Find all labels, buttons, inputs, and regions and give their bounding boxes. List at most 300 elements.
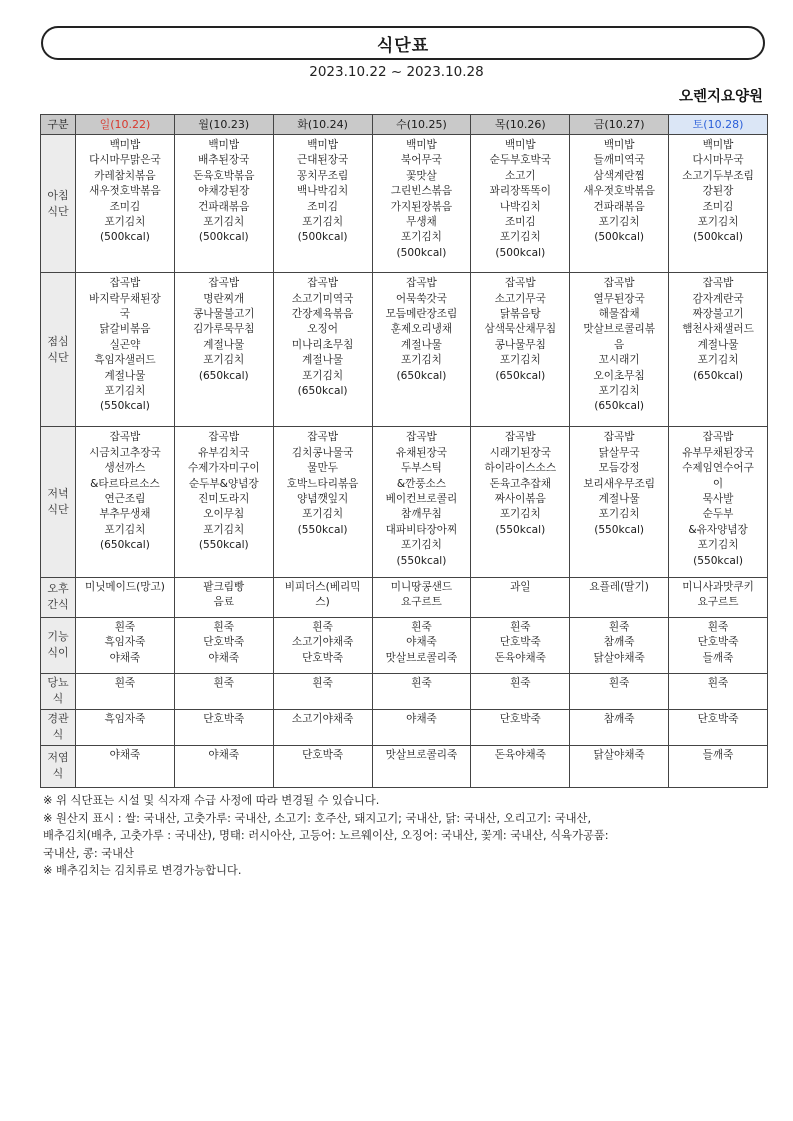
- cell-breakfast-tue: [273, 135, 372, 273]
- menu-item: 잡곡밥: [109, 431, 141, 444]
- day-header-row: [41, 115, 768, 135]
- menu-item: 백미밥: [406, 139, 437, 151]
- menu-item: 흰죽: [114, 620, 136, 633]
- menu-item: 비피더스(베리믹: [284, 580, 361, 593]
- cell-tube-feeding-mon: [174, 709, 273, 745]
- menu-item: 백미밥: [603, 139, 635, 151]
- cell-functional-diet-thu: [471, 617, 570, 673]
- menu-item: 포기김치: [499, 508, 541, 521]
- menu-item: (550kcal): [495, 523, 546, 536]
- cell-functional-diet-sun: [76, 617, 175, 673]
- menu-item: 단호박죽: [499, 712, 541, 725]
- menu-item: 참깨죽: [603, 712, 635, 725]
- menu-item: (500kcal): [396, 246, 447, 259]
- cell-tube-feeding-sat: [669, 709, 768, 745]
- menu-item: 유채된장국: [395, 446, 448, 459]
- menu-item: 단호박죽: [203, 712, 245, 725]
- menu-item: 잡곡밥: [307, 431, 338, 444]
- menu-item: 꽃맛살: [406, 169, 437, 182]
- menu-item: 포기김치: [203, 216, 245, 229]
- menu-item: 소고기야채죽: [291, 636, 354, 649]
- menu-item: (550kcal): [693, 554, 743, 567]
- cell-lunch-wed: [372, 273, 471, 427]
- row-label-tube-feeding: 경관 식: [41, 709, 76, 745]
- cell-diabetic-diet-thu: [471, 673, 570, 709]
- menu-item: 햄천사채샐러드: [682, 323, 754, 336]
- menu-item: 어묵쑥갓국: [395, 292, 448, 305]
- menu-item: 포기김치: [302, 508, 344, 521]
- menu-item: 과일: [510, 580, 531, 593]
- menu-item: 소고기두부조림: [682, 169, 754, 182]
- cell-diabetic-diet-sun: [76, 673, 175, 709]
- menu-item: 명란찌개: [203, 292, 245, 305]
- menu-item: 물만두: [307, 462, 338, 475]
- menu-item: 짜장불고기: [692, 308, 744, 321]
- menu-item: 흰죽: [114, 676, 136, 689]
- cell-lunch-fri: [570, 273, 669, 427]
- cell-dinner-fri: [570, 427, 669, 577]
- menu-item: 배추된장국: [198, 154, 250, 167]
- row-label-dinner: 저녁 식단: [41, 427, 76, 577]
- menu-item: 감자계란국: [692, 292, 744, 305]
- menu-item: 계절나물: [104, 369, 146, 382]
- menu-item: 단호박죽: [203, 636, 245, 649]
- menu-item: 미나리초무침: [291, 338, 354, 351]
- menu-item: 계절나물: [697, 338, 739, 351]
- menu-item: 훈제오리냉채: [390, 323, 453, 336]
- menu-item: 야채강된장: [198, 185, 250, 198]
- menu-item: 닭갈비볶음: [99, 323, 151, 336]
- menu-item: 무생채: [406, 216, 437, 229]
- menu-item: 포기김치: [697, 539, 739, 552]
- corner-label: 구분: [41, 115, 76, 135]
- menu-item: 포기김치: [302, 369, 344, 382]
- date-range: 2023.10.22 ~ 2023.10.28: [309, 64, 484, 80]
- menu-item: 백나박김치: [297, 185, 349, 198]
- menu-item: 북어무국: [400, 154, 442, 167]
- menu-item: 나박김치: [499, 200, 541, 213]
- menu-item: (550kcal): [594, 523, 645, 536]
- menu-item: 백미밥: [504, 139, 536, 151]
- menu-item: 실곤약: [109, 338, 141, 351]
- menu-item: (650kcal): [297, 385, 348, 398]
- menu-item: 단호박죽: [697, 712, 739, 725]
- menu-item: 국: [119, 308, 131, 321]
- menu-item: 돈육호박볶음: [193, 169, 255, 182]
- menu-item: 건파래볶음: [198, 200, 250, 213]
- cell-low-sodium-diet-thu: [471, 745, 570, 787]
- menu-item: 닭살야채죽: [593, 748, 645, 761]
- menu-item: 건파래볶음: [593, 200, 645, 213]
- menu-item: 바지락무채된장: [89, 292, 161, 305]
- menu-item: 조미김: [702, 200, 734, 213]
- cell-dinner-mon: [174, 427, 273, 577]
- menu-item: 잡곡밥: [208, 277, 240, 290]
- row-diabetic-diet: [41, 673, 768, 709]
- menu-item: 맛살브로콜리죽: [385, 748, 458, 761]
- menu-item: 간장제육볶음: [291, 308, 354, 321]
- cell-tube-feeding-fri: [570, 709, 669, 745]
- row-lunch: [41, 273, 768, 427]
- menu-item: 잡곡밥: [109, 277, 141, 290]
- menu-item: 닭살야채죽: [593, 651, 645, 664]
- menu-item: 포기김치: [598, 216, 640, 229]
- menu-item: 강된장: [702, 185, 734, 198]
- menu-item: 꼬시래기: [598, 354, 640, 367]
- menu-item: 백미밥: [208, 139, 240, 151]
- cell-breakfast-wed: [372, 135, 471, 273]
- menu-item: 김가루묵무침: [193, 323, 255, 336]
- row-label-functional-diet: 기능 식이: [41, 617, 76, 673]
- organization-name: 오렌지요양원: [678, 89, 763, 105]
- menu-item: 스): [315, 596, 330, 609]
- menu-item: (550kcal): [198, 539, 249, 552]
- cell-functional-diet-mon: [174, 617, 273, 673]
- row-tube-feeding: [41, 709, 768, 745]
- menu-item: 미니사과맛쿠키: [682, 580, 754, 593]
- cell-low-sodium-diet-sat: [669, 745, 768, 787]
- menu-item: 근대된장국: [297, 154, 349, 167]
- menu-item: 백미밥: [307, 139, 338, 151]
- menu-item: 소고기무국: [494, 292, 546, 305]
- menu-item: 소고기: [504, 169, 536, 182]
- menu-item: 다시마무국: [692, 154, 744, 167]
- menu-item: 삼색계란찜: [593, 169, 645, 182]
- menu-item: 포기김치: [697, 354, 739, 367]
- menu-item: 요구르트: [697, 596, 739, 609]
- row-dinner: [41, 427, 768, 577]
- menu-item: (500kcal): [297, 231, 348, 244]
- cell-dinner-wed: [372, 427, 471, 577]
- cell-snack-wed: [372, 577, 471, 617]
- menu-item: 유부무채된장국: [682, 446, 754, 459]
- menu-item: 모듬메란장조림: [385, 308, 458, 321]
- cell-diabetic-diet-tue: [273, 673, 372, 709]
- menu-item: 포기김치: [697, 216, 739, 229]
- cell-tube-feeding-thu: [471, 709, 570, 745]
- cell-lunch-mon: [174, 273, 273, 427]
- menu-item: 베이컨브로콜리: [385, 493, 458, 506]
- note-line: 국내산, 콩: 국내산: [43, 846, 134, 860]
- menu-item: 잡곡밥: [702, 277, 734, 290]
- menu-item: 흰죽: [608, 676, 630, 689]
- menu-item: 흰죽: [510, 676, 531, 689]
- menu-item: 요구르트: [400, 596, 442, 609]
- cell-diabetic-diet-fri: [570, 673, 669, 709]
- cell-low-sodium-diet-fri: [570, 745, 669, 787]
- menu-item: 포기김치: [104, 216, 146, 229]
- menu-item: 들깨미역국: [593, 154, 645, 167]
- cell-breakfast-sun: [76, 135, 175, 273]
- menu-item: 들깨죽: [702, 651, 734, 664]
- menu-item: 돈육고추잡채: [489, 477, 551, 490]
- cell-breakfast-thu: [471, 135, 570, 273]
- menu-item: 포기김치: [400, 354, 442, 367]
- row-low-sodium-diet: [41, 745, 768, 787]
- menu-item: 가지된장볶음: [390, 200, 453, 213]
- menu-item: (550kcal): [297, 523, 348, 536]
- menu-item: 흰죽: [312, 676, 333, 689]
- menu-item: 계절나물: [203, 338, 245, 351]
- menu-item: 소고기미역국: [291, 292, 354, 305]
- cell-breakfast-mon: [174, 135, 273, 273]
- cell-dinner-sat: [669, 427, 768, 577]
- menu-item: 김치콩나물국: [291, 446, 354, 459]
- menu-item: 삼색묵산채무침: [484, 323, 557, 336]
- menu-item: 잡곡밥: [307, 277, 338, 290]
- note-line: ※ 위 식단표는 시설 및 식자재 수급 사정에 따라 변경될 수 있습니다.: [43, 794, 380, 807]
- menu-item: 맛살브로콜리볶: [583, 323, 655, 336]
- day-header-sat: 토(10.28): [669, 115, 768, 135]
- menu-item: 포기김치: [598, 508, 640, 521]
- menu-item: 흰죽: [411, 676, 432, 689]
- menu-item: 오징어: [307, 323, 338, 336]
- row-label-breakfast: 아침 식단: [41, 135, 76, 273]
- menu-item: 들깨죽: [702, 748, 734, 761]
- menu-item: 단호박죽: [697, 636, 739, 649]
- menu-item: 계절나물: [302, 354, 344, 367]
- row-label-snack: 오후 간식: [41, 577, 76, 617]
- menu-item: (500kcal): [99, 231, 150, 244]
- cell-lunch-tue: [273, 273, 372, 427]
- menu-item: 생선까스: [104, 462, 146, 475]
- note-line: 배추김치(배추, 고춧가루 : 국내산), 명태: 러시아산, 고등어: 노르웨이산, 오징어: 국내산, 꽃게: 국내산, 식육가공품:: [43, 829, 609, 843]
- menu-item: 요플레(딸기): [589, 580, 649, 593]
- row-label-low-sodium-diet: 저염 식: [41, 745, 76, 787]
- menu-item: 야채죽: [208, 651, 240, 664]
- menu-item: 계절나물: [598, 493, 640, 506]
- menu-item: (650kcal): [396, 369, 447, 382]
- menu-item: (650kcal): [693, 369, 743, 382]
- menu-item: 포기김치: [499, 231, 541, 244]
- menu-item: 흑임자샐러드: [94, 354, 156, 367]
- menu-item: &타르타르소스: [90, 477, 160, 490]
- cell-dinner-thu: [471, 427, 570, 577]
- menu-item: 흑임자죽: [104, 712, 146, 725]
- menu-item: 포기김치: [203, 354, 245, 367]
- cell-snack-thu: [471, 577, 570, 617]
- day-header-wed: 수(10.25): [372, 115, 471, 135]
- cell-diabetic-diet-sat: [669, 673, 768, 709]
- menu-item: 미니땅콩샌드: [390, 580, 453, 593]
- menu-item: 팥크림빵: [203, 580, 245, 593]
- menu-item: 포기김치: [499, 354, 541, 367]
- day-header-mon: 월(10.23): [174, 115, 273, 135]
- menu-item: 잡곡밥: [504, 431, 536, 444]
- notes: [43, 792, 763, 880]
- menu-item: 모듬강정: [598, 462, 640, 475]
- menu-item: 잡곡밥: [603, 431, 635, 444]
- menu-item: 연근조림: [104, 493, 146, 506]
- cell-low-sodium-diet-wed: [372, 745, 471, 787]
- row-label-lunch: 점심 식단: [41, 273, 76, 427]
- menu-item: 잡곡밥: [603, 277, 635, 290]
- cell-diabetic-diet-wed: [372, 673, 471, 709]
- menu-item: 짜사이볶음: [494, 493, 546, 506]
- menu-item: 조미김: [109, 200, 141, 213]
- cell-breakfast-sat: [669, 135, 768, 273]
- menu-item: 백미밥: [702, 139, 734, 151]
- menu-item: 수제가자미구이: [187, 462, 260, 475]
- cell-tube-feeding-wed: [372, 709, 471, 745]
- cell-functional-diet-tue: [273, 617, 372, 673]
- day-header-tue: 화(10.24): [273, 115, 372, 135]
- row-label-diabetic-diet: 당뇨 식: [41, 673, 76, 709]
- menu-item: 부추무생채: [99, 508, 151, 521]
- cell-diabetic-diet-mon: [174, 673, 273, 709]
- cell-snack-fri: [570, 577, 669, 617]
- menu-item: 참깨죽: [603, 636, 635, 649]
- menu-item: &깐풍소스: [396, 477, 447, 490]
- menu-item: 야채죽: [406, 712, 437, 725]
- menu-item: 콩나물무침: [494, 338, 546, 351]
- menu-item: 포기김치: [104, 523, 146, 536]
- menu-item: 계절나물: [400, 338, 442, 351]
- cell-low-sodium-diet-tue: [273, 745, 372, 787]
- menu-item: 순두부&양념장: [188, 477, 259, 490]
- cell-functional-diet-wed: [372, 617, 471, 673]
- cell-breakfast-fri: [570, 135, 669, 273]
- menu-item: 음료: [213, 596, 234, 609]
- menu-item: 잡곡밥: [406, 431, 437, 444]
- menu-item: 유부김치국: [198, 446, 250, 459]
- cell-low-sodium-diet-mon: [174, 745, 273, 787]
- menu-title: 식단표: [41, 26, 765, 60]
- cell-dinner-tue: [273, 427, 372, 577]
- row-snack: [41, 577, 768, 617]
- menu-item: 단호박죽: [499, 636, 541, 649]
- menu-item: 야채죽: [109, 748, 141, 761]
- menu-item: (500kcal): [198, 231, 249, 244]
- menu-item: 호박느타리볶음: [286, 477, 359, 490]
- menu-item: (500kcal): [693, 231, 743, 244]
- menu-item: 보리새우무조림: [583, 477, 655, 490]
- menu-item: 흰죽: [608, 620, 630, 633]
- menu-item: 잡곡밥: [504, 277, 536, 290]
- menu-item: 순두부: [702, 508, 734, 521]
- menu-item: 조미김: [504, 216, 536, 229]
- cell-snack-sat: [669, 577, 768, 617]
- menu-item: 순두부호박국: [489, 154, 551, 167]
- menu-item: 흰죽: [510, 620, 531, 633]
- cell-snack-tue: [273, 577, 372, 617]
- menu-item: 오이초무침: [593, 369, 645, 382]
- menu-item: 닭볶음탕: [499, 308, 541, 321]
- menu-item: 닭살무국: [598, 446, 640, 459]
- menu-item: 조미김: [307, 200, 338, 213]
- menu-item: 포기김치: [400, 231, 442, 244]
- menu-item: 그린빈스볶음: [390, 185, 453, 198]
- menu-item: 돈육야채죽: [494, 748, 546, 761]
- menu-item: 돈육야채죽: [494, 651, 546, 664]
- day-header-sun: 일(10.22): [76, 115, 175, 135]
- menu-item: 소고기야채죽: [291, 712, 354, 725]
- note-line: ※ 배추김치는 김치류로 변경가능합니다.: [43, 864, 242, 878]
- cell-snack-mon: [174, 577, 273, 617]
- menu-item: 콩나물불고기: [193, 308, 255, 321]
- menu-item: 진미도라지: [198, 493, 250, 506]
- menu-item: (650kcal): [198, 369, 249, 382]
- menu-item: 오이무침: [203, 508, 245, 521]
- menu-item: 단호박죽: [302, 748, 344, 761]
- menu-item: (550kcal): [396, 554, 447, 567]
- menu-item: 하이라이스소스: [484, 462, 557, 475]
- menu-item: 양념깻잎지: [297, 493, 349, 506]
- menu-item: 포기김치: [302, 216, 344, 229]
- menu-item: 흰죽: [707, 620, 729, 633]
- menu-item: 흰죽: [707, 676, 729, 689]
- menu-item: 잡곡밥: [406, 277, 437, 290]
- menu-item: 흰죽: [411, 620, 432, 633]
- menu-item: 야채죽: [208, 748, 240, 761]
- menu-item: 해물잡채: [598, 308, 640, 321]
- menu-item: 백미밥: [109, 139, 141, 151]
- cell-functional-diet-sat: [669, 617, 768, 673]
- cell-lunch-sat: [669, 273, 768, 427]
- menu-item: (500kcal): [495, 246, 546, 259]
- menu-item: 꽈리장똑똑이: [489, 185, 551, 198]
- menu-item: 참깨무침: [400, 508, 442, 521]
- menu-item: 새우젓호박볶음: [583, 185, 655, 198]
- menu-item: 다시마무맑은국: [89, 154, 161, 167]
- menu-item: 수제임연수어구: [682, 462, 754, 475]
- cell-low-sodium-diet-sun: [76, 745, 175, 787]
- menu-item: 맛살브로콜리죽: [385, 651, 458, 664]
- menu-item: 포기김치: [203, 523, 245, 536]
- menu-item: 야채죽: [406, 636, 437, 649]
- cell-dinner-sun: [76, 427, 175, 577]
- menu-item: 열무된장국: [593, 292, 645, 305]
- menu-item: 두부스틱: [400, 462, 442, 475]
- cell-lunch-sun: [76, 273, 175, 427]
- menu-item: (550kcal): [99, 400, 150, 413]
- menu-item: 미닛메이드(망고): [84, 580, 165, 593]
- menu-body: [41, 135, 768, 788]
- menu-item: &유자양념장: [688, 523, 748, 536]
- menu-item: 흰죽: [213, 620, 234, 633]
- cell-lunch-thu: [471, 273, 570, 427]
- menu-item: 단호박죽: [302, 651, 344, 664]
- menu-item: 꽁치무조림: [297, 169, 349, 182]
- menu-item: 잡곡밥: [208, 431, 240, 444]
- menu-item: 시금치고추장국: [89, 446, 161, 459]
- menu-item: 이: [712, 477, 724, 490]
- menu-item: (650kcal): [495, 369, 546, 382]
- cell-tube-feeding-sun: [76, 709, 175, 745]
- menu-item: (650kcal): [594, 400, 645, 413]
- menu-item: 야채죽: [109, 651, 141, 664]
- menu-item: 흰죽: [312, 620, 333, 633]
- menu-item: 대파비타장아찌: [385, 523, 458, 536]
- menu-item: 잡곡밥: [702, 431, 734, 444]
- day-header-fri: 금(10.27): [570, 115, 669, 135]
- row-breakfast: [41, 135, 768, 273]
- day-header-thu: 목(10.26): [471, 115, 570, 135]
- menu-item: 포기김치: [598, 385, 640, 398]
- cell-tube-feeding-tue: [273, 709, 372, 745]
- menu-item: 흰죽: [213, 676, 234, 689]
- menu-item: (500kcal): [594, 231, 645, 244]
- cell-functional-diet-fri: [570, 617, 669, 673]
- note-line: ※ 원산지 표시 : 쌀: 국내산, 고춧가루: 국내산, 소고기: 호주산, 돼지고기; 국내산, 닭: 국내산, 오리고기: 국내산,: [43, 811, 592, 825]
- menu-item: 새우젓호박볶음: [89, 185, 161, 198]
- menu-item: 음: [614, 338, 625, 351]
- row-functional-diet: [41, 617, 768, 673]
- menu-item: 흑임자죽: [104, 636, 146, 649]
- cell-snack-sun: [76, 577, 175, 617]
- menu-item: 묵사발: [702, 493, 734, 506]
- menu-item: 포기김치: [104, 385, 146, 398]
